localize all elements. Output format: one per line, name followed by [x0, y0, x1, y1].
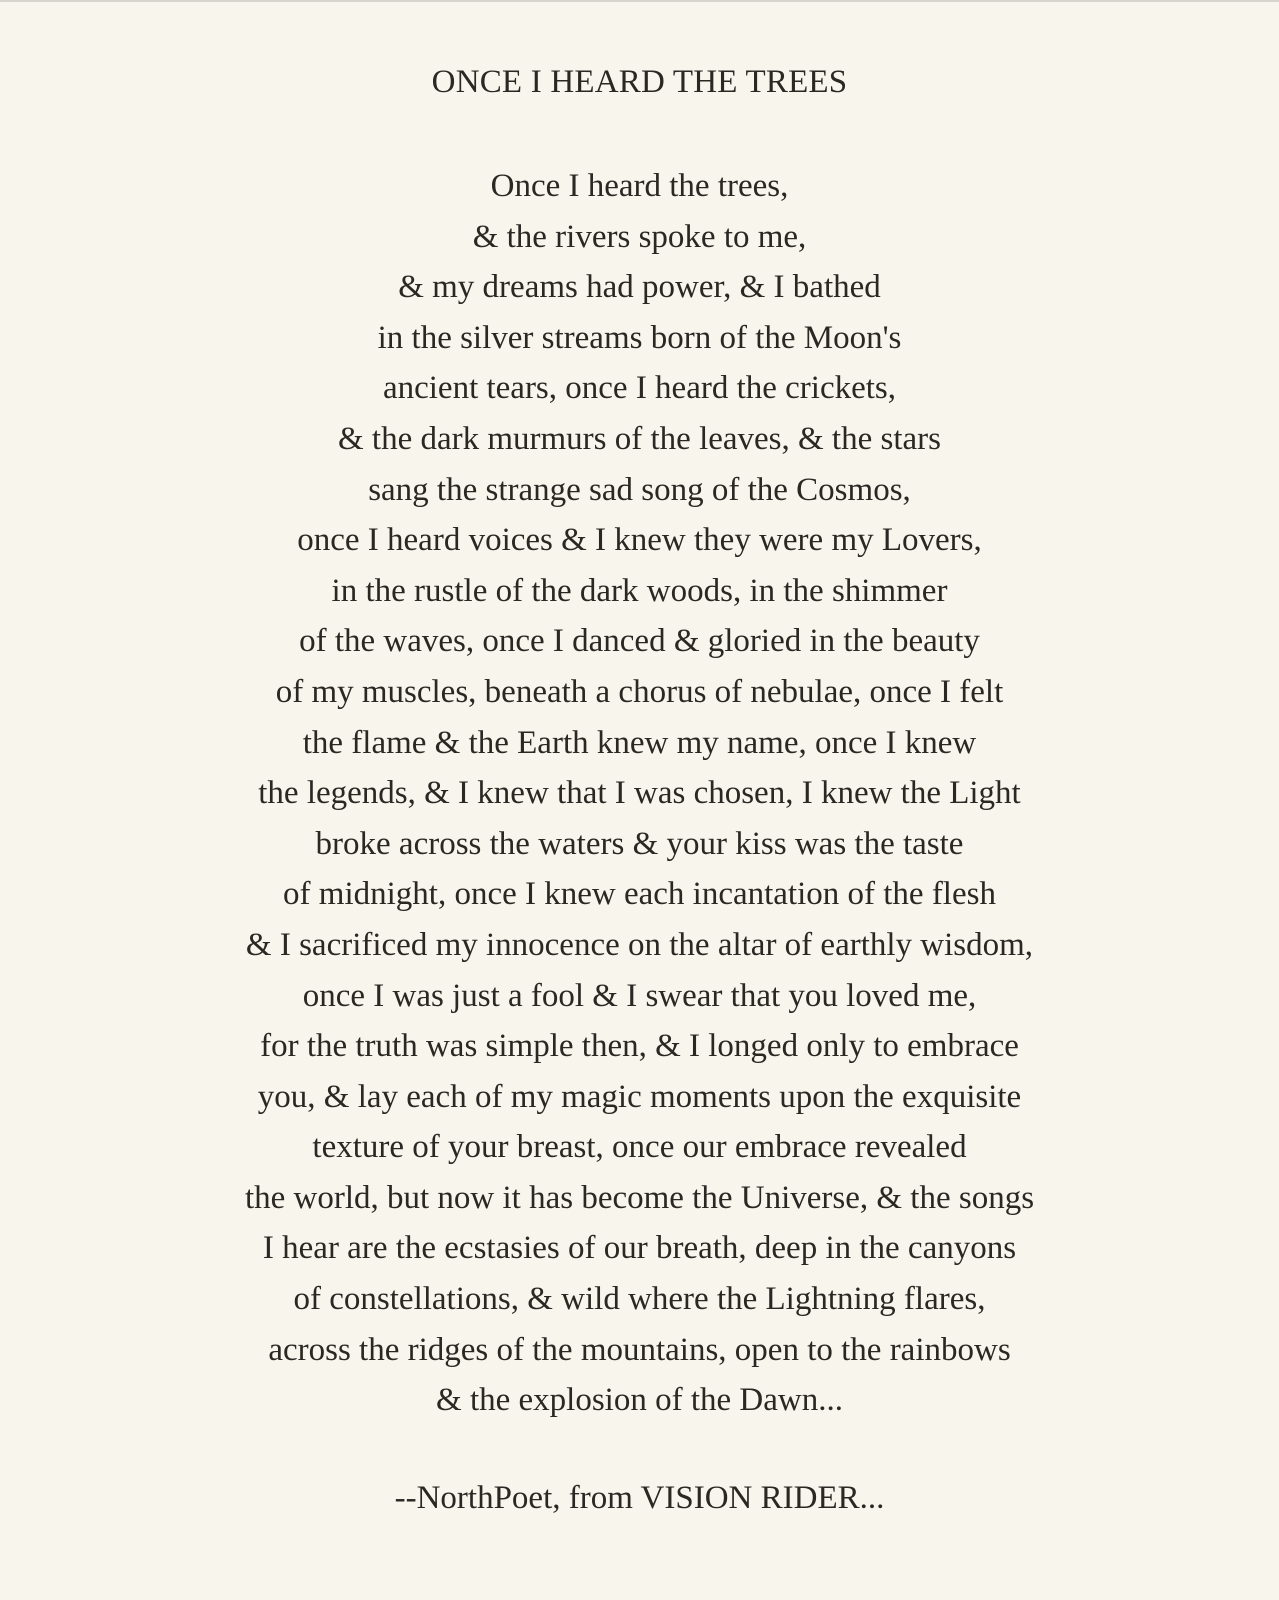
poem-line: in the silver streams born of the Moon's	[377, 319, 902, 356]
poem-line: broke across the waters & your kiss was the taste	[315, 825, 964, 862]
poem-line: Once I heard the trees,	[490, 168, 789, 204]
poem-line: once I was just a fool & I swear that you loved me,	[302, 977, 977, 1014]
poem-line: & the explosion of the Dawn...	[436, 1382, 843, 1419]
poem-line: you, & lay each of my magic moments upon the exquisite	[257, 1078, 1022, 1115]
poem-line: of the waves, once I danced & gloried in the beauty	[299, 623, 980, 660]
poem-line: & the rivers spoke to me,	[472, 218, 807, 255]
poem-line: & my dreams had power, & I bathed	[398, 269, 881, 306]
poem-line: ancient tears, once I heard the crickets,	[382, 370, 897, 407]
poem-line: & I sacrificed my innocence on the altar of earthly wisdom,	[245, 926, 1034, 963]
poem-line: the legends, & I knew that I was chosen, I knew the Light	[258, 775, 1021, 812]
poem-attribution: --NorthPoet, from VISION RIDER...	[394, 1480, 885, 1516]
poem-line: once I heard voices & I knew they were my Lovers,	[297, 522, 982, 559]
poem-line: texture of your breast, once our embrace revealed	[312, 1129, 967, 1166]
poem-line: the flame & the Earth knew my name, once I knew	[302, 724, 977, 761]
poem-line: & the dark murmurs of the leaves, & the stars	[337, 420, 941, 457]
poem-title: ONCE I HEARD THE TREES	[431, 64, 848, 100]
poem-body	[0, 161, 1279, 1426]
poem-line: across the ridges of the mountains, open to the rainbows	[268, 1331, 1011, 1368]
poem-line: in the rustle of the dark woods, in the shimmer	[331, 572, 948, 609]
poem-line: of midnight, once I knew each incantation of the flesh	[283, 876, 996, 913]
poem-line: of my muscles, beneath a chorus of nebulae, once I felt	[275, 673, 1004, 710]
poem-line: sang the strange sad song of the Cosmos,	[368, 471, 911, 508]
poem-line: for the truth was simple then, & I longed only to embrace	[260, 1028, 1019, 1065]
poem-line: the world, but now it has become the Universe, & the songs	[244, 1179, 1035, 1216]
poem-line: of constellations, & wild where the Lightning flares,	[293, 1281, 986, 1318]
poem-line: I hear are the ecstasies of our breath, deep in the canyons	[262, 1230, 1017, 1267]
